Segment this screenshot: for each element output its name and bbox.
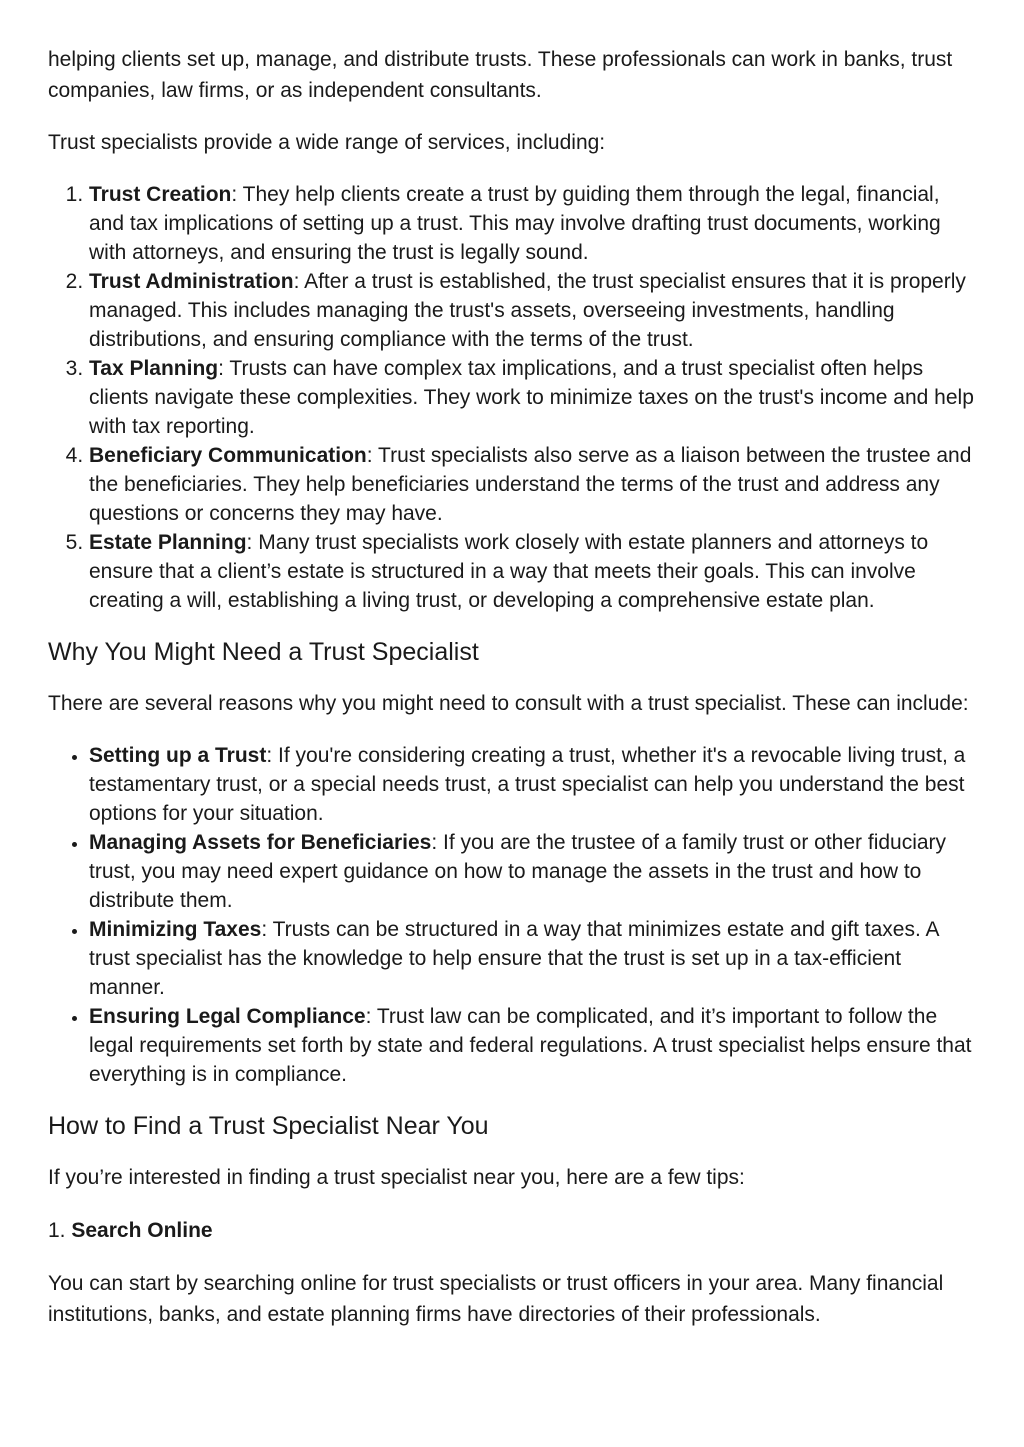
list-item-text: : They help clients create a trust by guiding them through the legal, financial, and tax implications of setting up a trust. This may involve drafting trust documents, working with attorneys, and ensuring the trust is legally sound. [89, 183, 941, 264]
list-item-text: : Trust specialists also serve as a liaison between the trustee and the beneficiaries. They help beneficiaries understand the terms of the trust and address any questions or concerns they may have. [89, 444, 972, 525]
list-item [89, 915, 976, 1002]
list-item-title: Trust Administration [89, 270, 294, 293]
find-heading: How to Find a Trust Specialist Near You [48, 1112, 489, 1140]
list-item [89, 441, 976, 528]
find-lead: If you’re interested in finding a trust specialist near you, here are a few tips: [48, 1166, 745, 1189]
list-item-title: Estate Planning [89, 531, 247, 554]
step-1-heading [48, 1215, 976, 1246]
intro-paragraph: helping clients set up, manage, and distribute trusts. These professionals can work in banks, trust companies, law firms, or as independent consultants. [48, 48, 953, 102]
list-item-title: Setting up a Trust [89, 744, 267, 767]
why-lead: There are several reasons why you might need to consult with a trust specialist. These can include: [48, 692, 969, 715]
list-item-text: : Trust law can be complicated, and it’s important to follow the legal requirements set forth by state and federal regulations. A trust specialist helps ensure that everything is in compliance. [89, 1005, 972, 1086]
step-number: 1. [48, 1219, 72, 1242]
list-item-title: Tax Planning [89, 357, 219, 380]
list-item-title: Ensuring Legal Compliance [89, 1005, 366, 1028]
list-item-text: : If you're considering creating a trust, whether it's a revocable living trust, a testamentary trust, or a special needs trust, a trust specialist can help you understand the best options for your situation. [89, 744, 966, 825]
list-item-text: : After a trust is established, the trust specialist ensures that it is properly managed. This includes managing the trust's assets, overseeing investments, handling distributions, and ensuring compliance with the terms of the trust. [89, 270, 966, 351]
list-item-title: Beneficiary Communication [89, 444, 367, 467]
list-item-text: : Many trust specialists work closely with estate planners and attorneys to ensure that a client’s estate is structured in a way that meets their goals. This can involve creating a will, establishing a living trust, or developing a comprehensive estate plan. [89, 531, 929, 612]
list-item [89, 528, 976, 615]
list-item [89, 1002, 976, 1089]
why-heading: Why You Might Need a Trust Specialist [48, 638, 479, 666]
list-item [89, 354, 976, 441]
services-lead: Trust specialists provide a wide range of services, including: [48, 131, 606, 154]
list-item-title: Minimizing Taxes [89, 918, 262, 941]
list-item-title: Trust Creation [89, 183, 232, 206]
list-item [89, 180, 976, 267]
reasons-list [48, 741, 976, 1089]
list-item-text: : If you are the trustee of a family trust or other fiduciary trust, you may need expert guidance on how to manage the assets in the trust and how to distribute them. [89, 831, 947, 912]
list-item-text: : Trusts can be structured in a way that minimizes estate and gift taxes. A trust specialist has the knowledge to help ensure that the trust is set up in a tax-efficient manner. [89, 918, 939, 999]
list-item [89, 741, 976, 828]
services-list [48, 180, 976, 615]
step-title: Search Online [71, 1219, 213, 1242]
list-item-title: Managing Assets for Beneficiaries [89, 831, 432, 854]
list-item [89, 828, 976, 915]
list-item-text: : Trusts can have complex tax implications, and a trust specialist often helps clients navigate these complexities. They work to minimize taxes on the trust's income and help with tax reporting. [89, 357, 974, 438]
list-item [89, 267, 976, 354]
step-1-paragraph: You can start by searching online for trust specialists or trust officers in your area. Many financial institutions, banks, and estate planning firms have directories of their professionals. [48, 1272, 944, 1326]
